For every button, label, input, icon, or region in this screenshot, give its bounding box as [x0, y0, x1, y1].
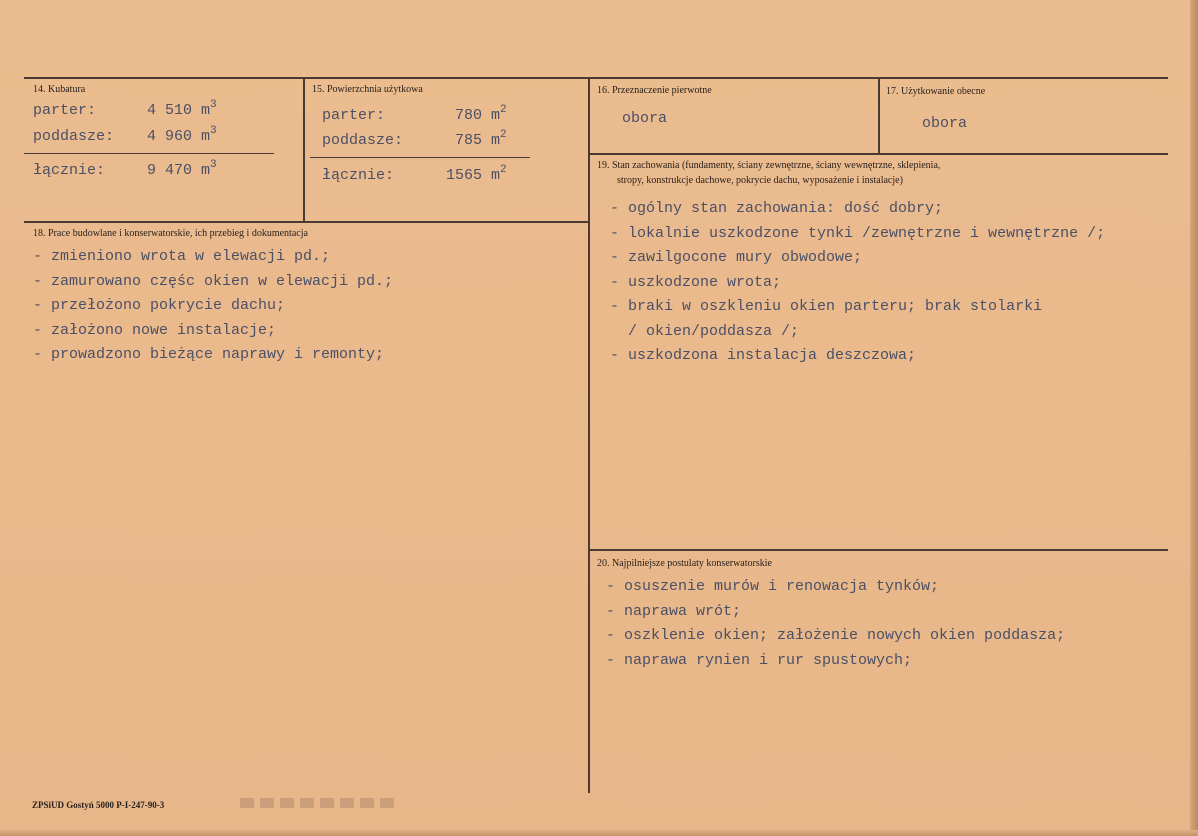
list-item: - uszkodzona instalacja deszczowa; — [610, 347, 917, 364]
kubatura-parter-value: 4 510 $m^3$ — [147, 99, 217, 119]
kubatura-poddasze-value: 4 960 $m^3$ — [147, 125, 217, 145]
section-19-header-line1: 19. Stan zachowania (fundamenty, ściany zewnętrzne, ściany wewnętrzne, sklepienia, — [597, 160, 941, 171]
list-item: - założono nowe instalacje; — [33, 321, 277, 339]
powierzchnia-poddasze-label: poddasze: — [322, 132, 404, 149]
powierzchnia-total-value: 1565 $m^2$ — [446, 164, 507, 184]
list-item: / okien/poddasza /; — [610, 322, 800, 340]
divider-14-15 — [303, 77, 305, 221]
original-use-value: obora — [622, 110, 668, 127]
postulates-list — [606, 575, 1065, 673]
printer-imprint: ZPSiUD Gostyń 5000 P-I-247-90-3 — [32, 800, 165, 810]
section-18-header: 18. Prace budowlane i konserwatorskie, ich przebieg i dokumentacja — [33, 228, 308, 239]
powierzchnia-parter-value: 780 $m^2$ — [455, 104, 507, 124]
section-14-header: 14. Kubatura — [33, 84, 86, 95]
list-item: - uszkodzone wrota; — [610, 273, 782, 291]
current-use-value: obora — [922, 115, 968, 132]
top-rule — [24, 77, 1168, 79]
list-item: - zmieniono wrota w elewacji pd.; — [33, 248, 331, 265]
divider-16-17 — [878, 77, 880, 153]
list-item: - braki w oszkleniu okien parteru; brak stolarki — [610, 298, 1043, 315]
rule-14-18 — [24, 221, 590, 223]
list-item: - osuszenie murów i renowacja tynków; — [606, 578, 940, 595]
rule-16-19 — [588, 153, 1168, 155]
sum-rule-15 — [310, 157, 530, 158]
list-item: - zamurowano częśc okien w elewacji pd.; — [33, 272, 394, 290]
list-item: - prowadzono bieżące naprawy i remonty; — [33, 346, 385, 363]
condition-list — [610, 197, 1105, 369]
sum-rule-14 — [24, 153, 274, 154]
powierzchnia-poddasze-value: 785 $m^2$ — [455, 129, 507, 149]
list-item: - naprawa wrót; — [606, 602, 742, 620]
divider-main — [588, 77, 590, 793]
kubatura-parter-label: parter: — [33, 102, 97, 119]
kubatura-total-label: łącznie: — [33, 162, 106, 179]
card-edge-bottom — [0, 830, 1198, 836]
list-item: - lokalnie uszkodzone tynki /zewnętrzne i wewnętrzne /; — [610, 224, 1106, 242]
list-item: - oszklenie okien; założenie nowych okien poddasza; — [606, 627, 1066, 644]
list-item: - przełożono pokrycie dachu; — [33, 297, 286, 314]
kubatura-poddasze-label: poddasze: — [33, 128, 115, 145]
list-item: - zawilgocone mury obwodowe; — [610, 249, 863, 266]
list-item: - ogólny stan zachowania: dość dobry; — [610, 200, 944, 217]
section-19-header-line2: stropy, konstrukcje dachowe, pokrycie dachu, wyposażenie i instalacje) — [617, 175, 903, 186]
section-20-header: 20. Najpilniejsze postulaty konserwatorskie — [597, 558, 772, 569]
powierzchnia-parter-label: parter: — [322, 107, 386, 124]
powierzchnia-total-label: łącznie: — [322, 167, 395, 184]
card-edge — [1190, 0, 1198, 836]
section-17-header: 17. Użytkowanie obecne — [886, 86, 986, 97]
section-15-header: 15. Powierzchnia użytkowa — [312, 84, 423, 95]
faded-stamp-marks — [240, 798, 400, 808]
works-list — [33, 245, 393, 368]
rule-19-20 — [588, 549, 1168, 551]
kubatura-total-value: 9 470 $m^3$ — [147, 159, 217, 179]
section-16-header: 16. Przeznaczenie pierwotne — [597, 85, 712, 96]
list-item: - naprawa rynien i rur spustowych; — [606, 651, 913, 669]
